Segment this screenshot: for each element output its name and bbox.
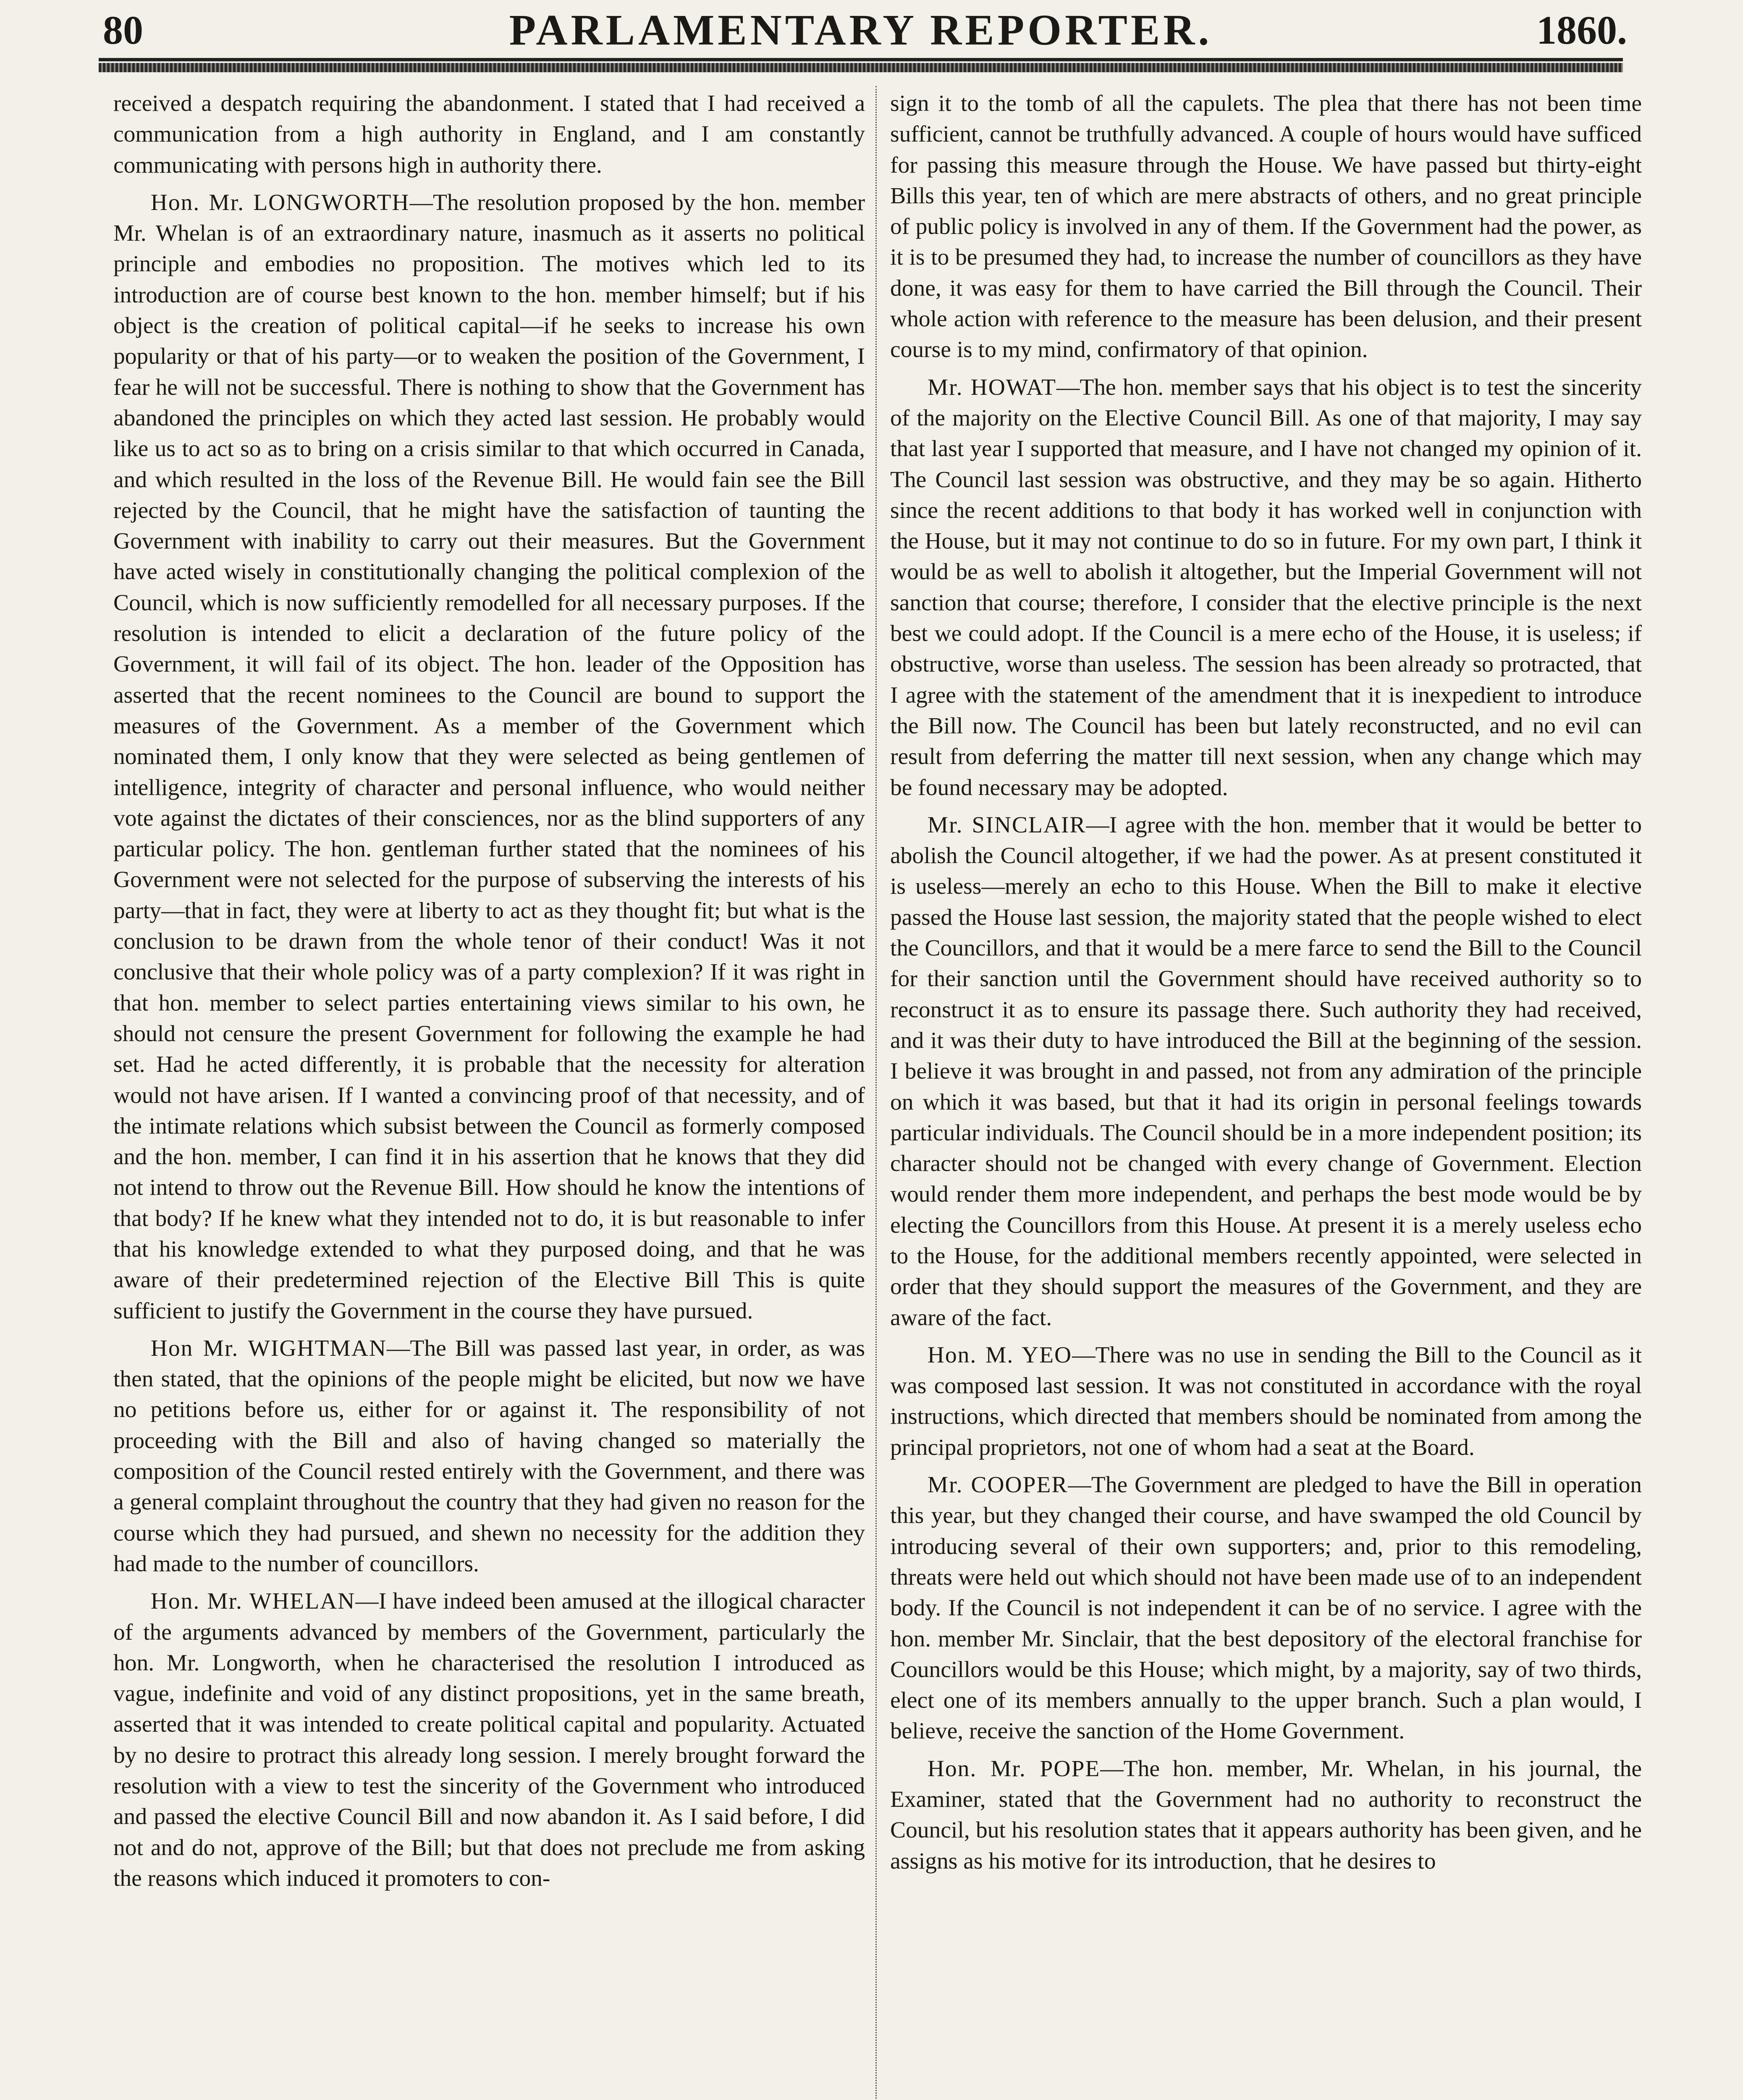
speech-text: —The Bill was passed last year, in order, as was then stated, that the opinions of the people might be elicited, but now we have no petitions before us, either for or against it. The responsibility of not proceeding with the Bill and also of having changed so materially the composition of the Council rested entirely with the Government, and there was a general complaint throughout the country that they had given no reason for the course which they had pursued, and shewn no necessity for the addition they had made to the number of councillors. xyxy=(113,1335,865,1577)
speech-text: —The Government are pledged to have the Bill in operation this year, but they changed their course, and have swamped the old Council by introducing several of their own supporters; and, prior to this remodeling, threats were held out which should not have been made use of to an independent body. If the Council is not independent it can be of no service. I agree with the hon. member Mr. Sinclair, that the best depository of the electoral franchise for Councillors would be this House; which might, by a majority, say of two thirds, elect one of its members annually to the upper branch. Such a plan would, I believe, receive the sanction of the Home Government. xyxy=(890,1472,1642,1744)
speech-paragraph xyxy=(113,187,865,1326)
speaker-name: Mr. SINCLAIR xyxy=(927,812,1086,838)
speech-paragraph xyxy=(890,372,1642,803)
speech-text: —There was no use in sending the Bill to the Council as it was composed last session. It was not constituted in accordance with the royal instructions, which directed that members should be nominated from among the principal proprietors, not one of whom had a seat at the Board. xyxy=(890,1342,1642,1460)
speech-text: —I agree with the hon. member that it would be better to abolish the Council altogether, if we had the power. As at present constituted it is useless—merely an echo to this House. When the Bill to make it elective passed the House last session, the majority stated that the people wished to elect the Councillors, and that it would be a mere farce to send the Bill to the Council for their sanction until the Government should have received authority so to reconstruct it as to ensure its passage there. Such authority they had received, and it was their duty to have introduced the Bill at the beginning of the session. I believe it was brought in and passed, not from any admiration of the principle on which it was based, but that it had its origin in personal feelings towards particular individuals. The Council should be in a more independent position; its character should not be changed with every change of Government. Election would render them more independent, and perhaps the best mode would be by electing the Councillors from this House. At present it is a merely useless echo to the House, for the additional members recently appointed, were selected in order that they should support the measures of the Government, and they are aware of the fact. xyxy=(890,812,1642,1331)
speaker-name: Hon. Mr. WHELAN xyxy=(150,1588,356,1614)
speech-text: —The resolution proposed by the hon. member Mr. Whelan is of an extraordinary nature, inasmuch as it asserts no political principle and embodies no proposition. The motives which led to its introduction are of course best known to the hon. member himself; but if his object is the creation of political capital—if he seeks to increase his own popularity or that of his party—or to weaken the position of the Government, I fear he will not be successful. There is nothing to show that the Government has abandoned the principles on which they acted last session. He probably would like us to act so as to bring on a crisis similar to that which occurred in Canada, and which resulted in the loss of the Revenue Bill. He would fain see the Bill rejected by the Council, that he might have the satisfaction of taunting the Government with inability to carry out their measures. But the Government have acted wisely in constitutionally changing the political complexion of the Council, which is now sufficiently remodelled for all necessary purposes. If the resolution is intended to elicit a declaration of the future policy of the Government, it will fail of its object. The hon. leader of the Opposition has asserted that the recent nominees to the Council are bound to support the measures of the Government. As a member of the Government which nominated them, I only know that they were selected as being gentlemen of intelligence, integrity of character and personal influence, who would neither vote against the dictates of their consciences, nor as the blind supporters of any particular policy. The hon. gentleman further stated that the nominees of his Government were not selected for the purpose of subserving the interests of his party—that in fact, they were at liberty to act as they thought fit; but what is the conclusion to be drawn from the whole tenor of their conduct! Was it not conclusive that their whole policy was of a party complexion? If it was right in that hon. member to select parties entertaining views similar to his own, he should not censure the present Government for following the example he had set. Had he acted differently, it is probable that the necessity for alteration would not have arisen. If I wanted a convincing proof of that necessity, and of the intimate relations which subsist between the Council as formerly composed and the hon. member, I can find it in his assertion that he knows that they did not intend to throw out the Revenue Bill. How should he know the intentions of that body? If he knew what they intended not to do, it is but reasonable to infer that his knowledge extended to what they purposed doing, and that he was aware of their predetermined rejection of the Elective Bill This is quite sufficient to justify the Government in the course they have pursued. xyxy=(113,189,865,1324)
speaker-name: Mr. COOPER xyxy=(927,1472,1068,1498)
speaker-name: Hon Mr. WIGHTMAN xyxy=(150,1335,387,1361)
speaker-name: Mr. HOWAT xyxy=(927,374,1056,400)
column-divider xyxy=(875,86,877,2100)
speech-paragraph xyxy=(890,1754,1642,1877)
speech-text: —The hon. member says that his object is to test the sincerity of the majority on the Elective Council Bill. As one of that majority, I may say that last year I supported that measure, and I have not changed my opinion of it. The Council last session was obstructive, and they may be so again. Hitherto since the recent additions to that body it has worked well in conjunction with the House, but it may not continue to do so in future. For my own part, I think it would be as well to abolish it altogether, but the Imperial Government will not sanction that course; therefore, I consider that the elective principle is the next best we could adopt. If the Council is a mere echo of the House, it is useless; if obstructive, worse than useless. The session has been already so protracted, that I agree with the statement of the amendment that it is inexpedient to introduce the Bill now. The Council has been but lately reconstructed, and no evil can result from deferring the matter till next session, when any change which may be found necessary may be adopted. xyxy=(890,374,1642,801)
page-header xyxy=(94,6,1627,55)
header-ornamental-rule xyxy=(99,63,1623,72)
speech-text: —I have indeed been amused at the illogical character of the arguments advanced by members of the Government, particularly the hon. Mr. Longworth, when he characterised the resolution I introduced as vague, indefinite and void of any distinct propositions, yet in the same breath, asserted that it was intended to create political capital and popularity. Actuated by no desire to protract this already long session. I merely brought forward the resolution with a view to test the sincerity of the Government who introduced and passed the elective Council Bill and now abandon it. As I said before, I did not and do not, approve of the Bill; but that does not preclude me from asking the reasons which induced it promoters to con- xyxy=(113,1588,865,1891)
speaker-name: Hon. Mr. POPE xyxy=(927,1756,1101,1782)
paragraph: sign it to the tomb of all the capulets. The plea that there has not been time sufficient, cannot be truthfully advanced. A couple of hours would have sufficed for passing this measure through the House. We have passed but thirty-eight Bills this year, ten of which are mere abstracts of others, and no great principle of public policy is involved in any of them. If the Government had the power, as it is to be presumed they had, to increase the number of councillors as they have done, it was easy for them to have carried the Bill through the Council. Their whole action with reference to the measure has been delusion, and their present course is to my mind, confirmatory of that opinion. xyxy=(890,91,1642,363)
speaker-name: Hon. Mr. LONGWORTH xyxy=(150,189,410,215)
page-year: 1860. xyxy=(1536,8,1627,52)
masthead-title: PARLAMENTARY REPORTER. xyxy=(509,6,1213,54)
speech-text: —The hon. member, Mr. Whelan, in his journal, the Examiner, stated that the Government had no authority to reconstruct the Council, but his resolution states that it appears authority has been given, and he assigns as his motive for its introduction, that he desires to xyxy=(890,1756,1642,1874)
speech-paragraph xyxy=(890,1340,1642,1463)
speech-paragraph xyxy=(890,1470,1642,1747)
page-number: 80 xyxy=(103,8,143,52)
speech-paragraph xyxy=(890,810,1642,1333)
right-column xyxy=(890,88,1642,2100)
speech-paragraph xyxy=(113,1333,865,1579)
left-column xyxy=(113,88,865,2100)
speech-paragraph xyxy=(113,1586,865,1894)
speaker-name: Hon. M. YEO xyxy=(927,1342,1072,1368)
header-rule xyxy=(99,58,1623,61)
paragraph: received a despatch requiring the abandonment. I stated that I had received a communication from a high authority in England, and I am constantly communicating with persons high in authority there. xyxy=(113,91,865,178)
